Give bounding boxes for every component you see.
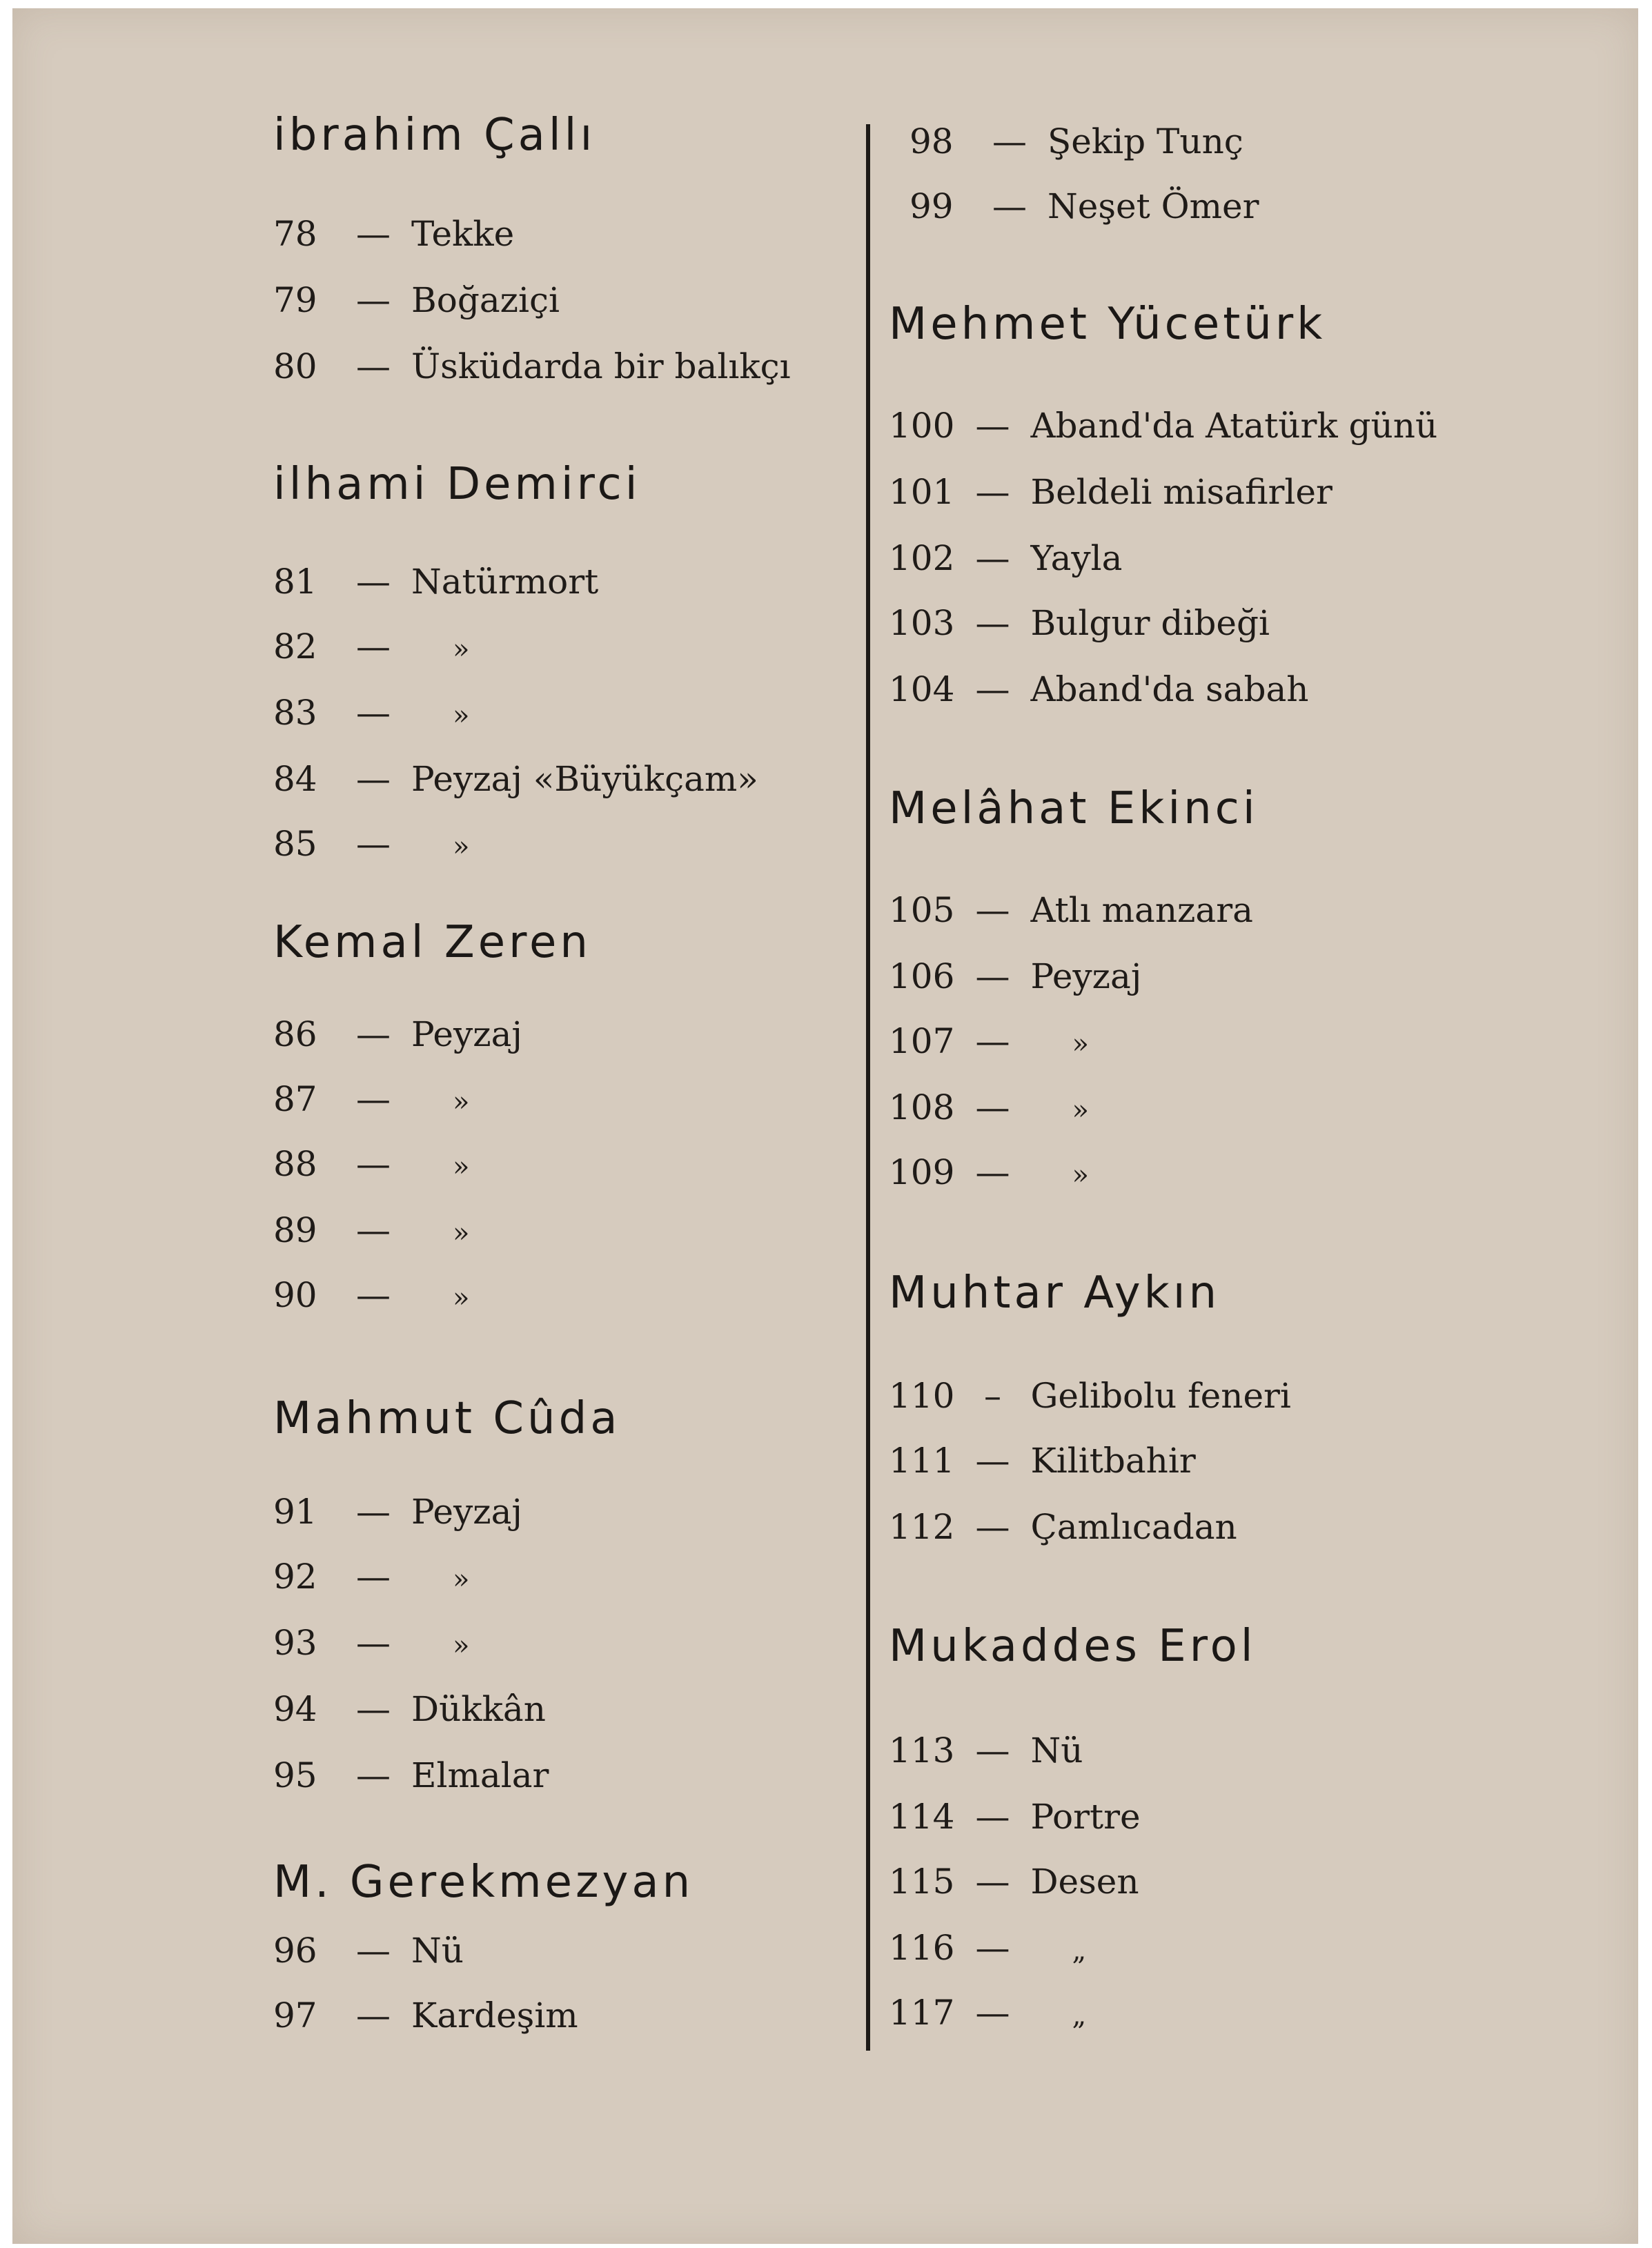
list-item (273, 346, 791, 386)
entry-separator: — (975, 890, 1010, 930)
list-item (889, 538, 1123, 578)
entry-title: Nü (1030, 1731, 1083, 1771)
list-item (273, 1755, 549, 1795)
list-item (273, 1623, 470, 1663)
entry-separator: — (356, 1210, 391, 1250)
entry-separator: — (356, 1931, 391, 1971)
entry-separator: — (356, 1014, 391, 1054)
entry-separator: — (975, 669, 1010, 709)
entry-separator: — (356, 1492, 391, 1532)
list-item (273, 280, 560, 320)
entry-title: Çamlıcadan (1030, 1507, 1237, 1547)
entry-title: » (453, 1630, 470, 1662)
entry-title: Neşet Ömer (1048, 186, 1259, 226)
entry-number: 83 (273, 693, 317, 733)
artist-heading: Mukaddes Erol (889, 1621, 1257, 1672)
entry-number: 107 (889, 1021, 955, 1061)
entry-title: Gelibolu feneri (1030, 1376, 1291, 1416)
list-item (273, 1931, 464, 1971)
entry-number: 89 (273, 1210, 317, 1250)
entry-title: Beldeli misafirler (1030, 472, 1333, 512)
entry-separator: — (975, 1993, 1010, 2033)
catalog-page (12, 8, 1638, 2244)
entry-title: » (453, 633, 470, 665)
entry-title: „ (1072, 2000, 1087, 2031)
list-item (909, 186, 1259, 226)
list-item (889, 472, 1333, 512)
entry-separator: — (975, 1087, 1010, 1127)
entry-separator: — (356, 1755, 391, 1795)
entry-separator: — (356, 1144, 391, 1184)
entry-number: 95 (273, 1755, 317, 1795)
entry-title: » (453, 831, 470, 862)
list-item (273, 759, 758, 799)
entry-separator: — (975, 406, 1010, 446)
entry-number: 109 (889, 1152, 955, 1192)
list-item (273, 1557, 470, 1597)
entry-number: 102 (889, 538, 955, 578)
entry-number: 80 (273, 346, 317, 386)
entry-number: 110 (889, 1376, 955, 1416)
entry-separator: — (356, 1557, 391, 1597)
entry-number: 91 (273, 1492, 317, 1532)
list-item (273, 1079, 470, 1119)
entry-title: Nü (411, 1931, 464, 1971)
artist-heading: Kemal Zeren (273, 917, 591, 968)
entry-number: 103 (889, 603, 955, 643)
entry-title: » (453, 1217, 470, 1249)
entry-number: 92 (273, 1557, 317, 1597)
entry-title: Atlı manzara (1030, 890, 1253, 930)
entry-separator: — (356, 759, 391, 799)
entry-number: 87 (273, 1079, 317, 1119)
artist-heading: Muhtar Aykın (889, 1268, 1221, 1319)
entry-number: 93 (273, 1623, 317, 1663)
list-item (889, 956, 1142, 996)
list-item (273, 1995, 578, 2035)
entry-separator: — (356, 1275, 391, 1315)
artist-heading: ilhami Demirci (273, 459, 641, 510)
column-divider (866, 124, 870, 2051)
list-item (273, 824, 470, 864)
entry-title: Natürmort (411, 562, 599, 602)
entry-separator: — (356, 693, 391, 733)
entry-title: Elmalar (411, 1755, 549, 1795)
list-item (273, 1689, 546, 1729)
entry-separator: — (975, 603, 1010, 643)
list-item (273, 627, 470, 667)
entry-title: Kardeşim (411, 1995, 578, 2035)
entry-number: 100 (889, 406, 955, 446)
artist-heading: M. Gerekmezyan (273, 1857, 694, 1908)
entry-separator: — (356, 562, 391, 602)
list-item (889, 603, 1270, 643)
entry-number: 84 (273, 759, 317, 799)
list-item (889, 1087, 1089, 1127)
entry-title: Kilitbahir (1030, 1441, 1196, 1481)
list-item (273, 1144, 470, 1184)
entry-number: 85 (273, 824, 317, 864)
entry-separator: — (975, 1928, 1010, 1968)
entry-separator: — (356, 824, 391, 864)
entry-separator: — (975, 1797, 1010, 1837)
artist-heading: Mehmet Yücetürk (889, 299, 1326, 350)
entry-number: 96 (273, 1931, 317, 1971)
list-item (273, 562, 599, 602)
entry-title: Peyzaj (411, 1014, 522, 1054)
entry-separator: — (975, 956, 1010, 996)
entry-number: 99 (909, 186, 954, 226)
entry-number: 86 (273, 1014, 317, 1054)
entry-number: 105 (889, 890, 955, 930)
entry-title: Aband'da Atatürk günü (1030, 406, 1438, 446)
entry-separator: — (975, 1021, 1010, 1061)
list-item (889, 1731, 1083, 1771)
entry-title: Peyzaj (1030, 956, 1142, 996)
list-item (273, 693, 470, 733)
entry-number: 90 (273, 1275, 317, 1315)
list-item (889, 1507, 1237, 1547)
entry-title: Aband'da sabah (1030, 669, 1309, 709)
list-item (889, 890, 1253, 930)
entry-number: 104 (889, 669, 955, 709)
entry-separator: — (356, 1623, 391, 1663)
entry-title: Peyzaj «Büyükçam» (411, 759, 758, 799)
entry-number: 116 (889, 1928, 955, 1968)
entry-separator: — (992, 186, 1027, 226)
list-item (889, 1928, 1087, 1968)
entry-title: Portre (1030, 1797, 1141, 1837)
entry-title: » (453, 1086, 470, 1118)
entry-title: » (453, 1151, 470, 1183)
list-item (909, 121, 1243, 161)
list-item (889, 1021, 1089, 1061)
entry-number: 106 (889, 956, 955, 996)
entry-title: » (453, 700, 470, 731)
entry-separator: — (356, 280, 391, 320)
list-item (889, 1797, 1141, 1837)
entry-number: 82 (273, 627, 317, 667)
entry-title: » (453, 1282, 470, 1314)
entry-number: 114 (889, 1797, 955, 1837)
entry-title: Şekip Tunç (1048, 121, 1243, 161)
entry-number: 113 (889, 1731, 955, 1771)
entry-number: 94 (273, 1689, 317, 1729)
list-item (273, 1014, 522, 1054)
entry-title: Boğaziçi (411, 280, 560, 320)
list-item (889, 406, 1438, 446)
list-item (273, 1492, 522, 1532)
entry-separator: — (975, 1862, 1010, 1902)
entry-number: 101 (889, 472, 955, 512)
entry-separator: — (356, 346, 391, 386)
entry-number: 78 (273, 214, 317, 254)
entry-title: » (453, 1564, 470, 1595)
entry-title: Bulgur dibeği (1030, 603, 1270, 643)
entry-separator: — (356, 1079, 391, 1119)
entry-separator: – (983, 1376, 1001, 1416)
entry-number: 98 (909, 121, 954, 161)
entry-title: » (1072, 1159, 1089, 1191)
list-item (889, 1152, 1089, 1192)
list-item (273, 1210, 470, 1250)
entry-separator: — (975, 472, 1010, 512)
entry-separator: — (356, 627, 391, 667)
entry-separator: — (975, 1441, 1010, 1481)
entry-title: » (1072, 1094, 1089, 1126)
entry-separator: — (992, 121, 1027, 161)
entry-title: Yayla (1030, 538, 1123, 578)
entry-title: Desen (1030, 1862, 1139, 1902)
entry-separator: — (356, 214, 391, 254)
entry-number: 108 (889, 1087, 955, 1127)
entry-number: 117 (889, 1993, 955, 2033)
entry-number: 88 (273, 1144, 317, 1184)
entry-separator: — (975, 1152, 1010, 1192)
list-item (889, 669, 1309, 709)
artist-heading: Melâhat Ekinci (889, 783, 1259, 834)
list-item (889, 1441, 1196, 1481)
entry-number: 111 (889, 1441, 955, 1481)
entry-number: 79 (273, 280, 317, 320)
list-item (889, 1376, 1291, 1416)
list-item (273, 1275, 470, 1315)
artist-heading: Mahmut Cûda (273, 1393, 621, 1444)
entry-separator: — (356, 1689, 391, 1729)
entry-separator: — (975, 538, 1010, 578)
entry-number: 81 (273, 562, 317, 602)
entry-title: „ (1072, 1935, 1087, 1966)
entry-number: 112 (889, 1507, 955, 1547)
list-item (889, 1993, 1087, 2033)
artist-heading: ibrahim Çallı (273, 110, 596, 161)
entry-title: » (1072, 1028, 1089, 1060)
entry-separator: — (975, 1731, 1010, 1771)
entry-title: Üsküdarda bir balıkçı (411, 346, 791, 386)
list-item (889, 1862, 1139, 1902)
entry-title: Dükkân (411, 1689, 546, 1729)
list-item (273, 214, 515, 254)
entry-title: Tekke (411, 214, 515, 254)
entry-number: 115 (889, 1862, 955, 1902)
entry-number: 97 (273, 1995, 317, 2035)
entry-title: Peyzaj (411, 1492, 522, 1532)
entry-separator: — (356, 1995, 391, 2035)
entry-separator: — (975, 1507, 1010, 1547)
